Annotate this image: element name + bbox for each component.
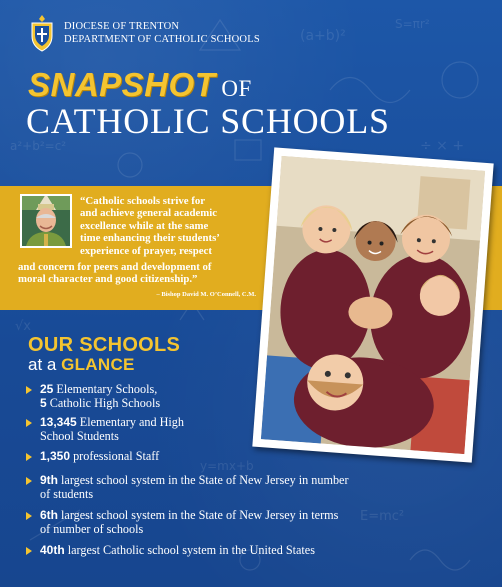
glance-heading: OUR SCHOOLS [28, 334, 181, 356]
header-line-2: DEPARTMENT OF CATHOLIC SCHOOLS [64, 34, 260, 45]
bullet-triangle-icon [26, 477, 32, 485]
fact-text: Elementary and High [76, 415, 184, 430]
bullet-triangle-icon [26, 453, 32, 461]
fact-number: 25 [40, 382, 54, 396]
fact-number: 9th [40, 472, 58, 487]
svg-text:E=mc²: E=mc² [360, 509, 405, 524]
fact-number: 6th [40, 508, 58, 523]
quote-line: time enhancing their students’ [80, 232, 220, 245]
fact-item [24, 544, 484, 558]
fact-text: largest Catholic school system in the United States [64, 543, 315, 558]
quote-line: experience of prayer, respect [80, 244, 212, 257]
quote-line: and achieve general academic [80, 207, 218, 220]
quote-line: excellence while at the same [80, 219, 209, 232]
fact-item [24, 474, 484, 501]
fact-number: 40th [40, 543, 65, 558]
facts-list [24, 383, 484, 558]
fact-number: 13,345 [40, 415, 77, 430]
fact-number: 5 [40, 395, 47, 410]
fact-text: largest school system in the State of New Jersey in number [58, 472, 349, 487]
quote-attribution: – Bishop David M. O’Connell, C.M. [156, 291, 256, 298]
fact-text: of students [40, 486, 94, 501]
diocese-header [27, 14, 260, 52]
fact-item [24, 509, 484, 536]
quote-line: and concern for peers and development of [18, 261, 212, 273]
fact-item [24, 450, 484, 464]
svg-text:a²+b²=c²: a²+b²=c² [10, 139, 67, 153]
svg-text:(a+b)²: (a+b)² [300, 28, 346, 44]
quote-line: “Catholic schools strive for [80, 195, 206, 207]
bullet-triangle-icon [26, 547, 32, 555]
svg-text:S=πr²: S=πr² [395, 17, 430, 31]
bishop-portrait-image [22, 196, 70, 246]
bishop-portrait [20, 194, 72, 248]
title-of: OF [221, 76, 252, 101]
fact-text: Elementary Schools, [53, 382, 158, 396]
glance-word: GLANCE [61, 355, 135, 374]
diocese-crest-icon [27, 14, 57, 52]
fact-text: professional Staff [70, 449, 160, 464]
fact-text: of number of schools [40, 521, 144, 536]
header-line-1: DIOCESE OF TRENTON [64, 21, 180, 32]
bullet-triangle-icon [26, 419, 32, 427]
title-snapshot [28, 66, 252, 104]
bullet-triangle-icon [26, 386, 32, 394]
title-snapshot-word: SNAPSHOT [28, 66, 216, 103]
quote-text-bottom [18, 261, 258, 286]
fact-text: School Students [40, 428, 119, 443]
quote-text-top [80, 195, 255, 257]
glance-subheading [28, 355, 135, 375]
fact-item [24, 383, 484, 410]
fact-item [24, 416, 484, 443]
fact-text: Catholic High Schools [46, 395, 161, 410]
fact-number: 1,350 [40, 449, 71, 464]
svg-text:y=mx+b: y=mx+b [200, 459, 254, 473]
title-catholic-schools: CATHOLIC SCHOOLS [26, 101, 390, 141]
quote-line: moral character and good citizenship.” [18, 273, 198, 286]
svg-text:÷ × +: ÷ × + [420, 138, 465, 154]
glance-at-a: at a [28, 355, 57, 374]
bullet-triangle-icon [26, 512, 32, 520]
fact-text: largest school system in the State of New Jersey in terms [58, 508, 339, 523]
svg-text:√x: √x [15, 319, 31, 334]
